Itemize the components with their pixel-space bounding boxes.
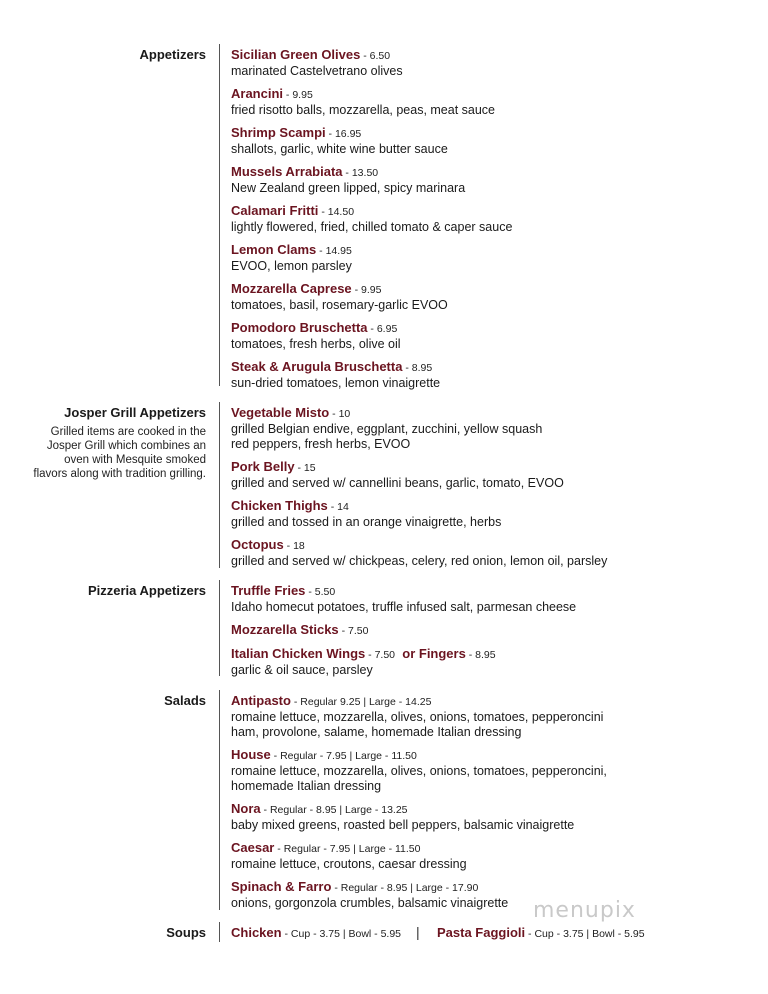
item-desc: grilled and tossed in an orange vinaigrette, herbs (231, 515, 502, 529)
menu-item (231, 646, 751, 678)
item-price: - 9.95 (283, 89, 313, 101)
menu-item (231, 320, 751, 352)
watermark-logo: menupix (533, 898, 636, 923)
item-desc: baby mixed greens, roasted bell peppers, balsamic vinaigrette (231, 818, 575, 832)
soups-separator: | (416, 924, 420, 940)
item-desc: lightly flowered, fried, chilled tomato & caper sauce (231, 220, 513, 234)
menu-item (231, 359, 751, 391)
item-price: - 10 (329, 408, 351, 420)
item-name: Octopus (231, 537, 284, 552)
item-price: - 16.95 (325, 128, 362, 140)
item-desc: Idaho homecut potatoes, truffle infused salt, parmesan cheese (231, 600, 577, 614)
item-desc: grilled Belgian endive, eggplant, zucchini, yellow squash (231, 422, 543, 436)
menu-item (231, 459, 751, 491)
menu-item (231, 203, 751, 235)
item-desc: ham, provolone, salame, homemade Italian dressing (231, 725, 522, 739)
item-name: Vegetable Misto (231, 405, 330, 420)
item-name: Caesar (231, 840, 275, 855)
section-title-pizzeria: Pizzeria Appetizers (87, 583, 206, 598)
menu-item (231, 242, 751, 274)
item-name: Pork Belly (231, 459, 295, 474)
item-desc: shallots, garlic, white wine butter sauce (231, 142, 448, 156)
desc-line: oven with Mesquite smoked (64, 454, 206, 466)
item-name: Italian Chicken Wings (231, 646, 366, 661)
section-title-salads: Salads (164, 693, 206, 708)
menu-item (231, 747, 751, 794)
item-desc: onions, gorgonzola crumbles, balsamic vinaigrette (231, 896, 509, 910)
menu-item (231, 801, 751, 833)
item-price: - 13.50 (342, 167, 379, 179)
item-price: - 5.50 (305, 586, 336, 598)
item-desc: EVOO, lemon parsley (231, 259, 352, 273)
item-price: - Regular - 7.95 | Large - 11.50 (274, 843, 421, 855)
menu-item (231, 281, 751, 313)
item-price: - Cup - 3.75 | Bowl - 5.95 (281, 928, 402, 940)
item-price: - 7.50 (365, 649, 396, 661)
menu-item (231, 86, 751, 118)
item-price: - 15 (294, 462, 316, 474)
item-desc: romaine lettuce, croutons, caesar dressing (231, 857, 467, 871)
item-price: - 8.95 (402, 362, 433, 374)
item-name: Truffle Fries (231, 583, 306, 598)
item-name: Mozzarella Caprese (231, 281, 352, 296)
item-desc: homemade Italian dressing (231, 779, 382, 793)
item-name: Mozzarella Sticks (231, 622, 339, 637)
item-price: - Cup - 3.75 | Bowl - 5.95 (525, 928, 645, 940)
josper-divider (219, 402, 220, 568)
item-name: Shrimp Scampi (231, 125, 326, 140)
item-name: Nora (231, 801, 261, 816)
item-price: - 6.95 (367, 323, 398, 335)
item-name: Sicilian Green Olives (231, 47, 361, 62)
item-price: - Regular - 8.95 | Large - 13.25 (260, 804, 408, 816)
item-name: Arancini (231, 86, 284, 101)
section-title-soups: Soups (166, 925, 206, 940)
item-name: Steak & Arugula Bruschetta (231, 359, 403, 374)
item-name: Pasta Faggioli (437, 925, 526, 940)
menu-item (231, 125, 751, 157)
item-desc: fried risotto balls, mozzarella, peas, meat sauce (231, 103, 496, 117)
item-name-alt: or Fingers (402, 646, 466, 661)
item-name: Mussels Arrabiata (231, 164, 343, 179)
menu-item (231, 840, 751, 872)
desc-line: flavors along with tradition grilling. (33, 468, 206, 480)
item-name: Lemon Clams (231, 242, 317, 257)
item-price-alt: - 8.95 (465, 649, 496, 661)
item-desc: tomatoes, basil, rosemary-garlic EVOO (231, 298, 448, 312)
desc-line: Grilled items are cooked in the (50, 426, 206, 438)
salads-divider (219, 690, 220, 910)
item-name: Chicken (231, 925, 282, 940)
item-price: - Regular 9.25 | Large - 14.25 (290, 696, 432, 708)
section-desc-josper (16, 425, 206, 481)
desc-line: Josper Grill which combines an (46, 440, 206, 452)
section-title-josper: Josper Grill Appetizers (64, 405, 206, 420)
item-desc: tomatoes, fresh herbs, olive oil (231, 337, 401, 351)
menu-item (231, 583, 751, 615)
menu-item (231, 622, 751, 639)
soups-divider (219, 922, 220, 942)
item-price: - Regular - 8.95 | Large - 17.90 (331, 882, 479, 894)
item-name: Chicken Thighs (231, 498, 328, 513)
item-name: Pomodoro Bruschetta (231, 320, 368, 335)
item-price: - 6.50 (360, 50, 391, 62)
item-desc: grilled and served w/ chickpeas, celery, red onion, lemon oil, parsley (231, 554, 608, 568)
menu-item (231, 47, 751, 79)
item-name: Calamari Fritti (231, 203, 319, 218)
item-price: - 18 (283, 540, 305, 552)
item-desc: grilled and served w/ cannellini beans, garlic, tomato, EVOO (231, 476, 564, 490)
item-price: - Regular - 7.95 | Large - 11.50 (270, 750, 417, 762)
menu-item (231, 164, 751, 196)
item-desc: romaine lettuce, mozzarella, olives, onions, tomatoes, pepperoncini (231, 710, 604, 724)
item-desc: romaine lettuce, mozzarella, olives, onions, tomatoes, pepperoncini, (231, 764, 607, 778)
appetizers-divider (219, 44, 220, 386)
item-desc: marinated Castelvetrano olives (231, 64, 403, 78)
item-desc: New Zealand green lipped, spicy marinara (231, 181, 466, 195)
menu-item (437, 925, 757, 942)
menu-item (231, 537, 751, 569)
menu-item (231, 879, 751, 911)
item-price: - 14.95 (316, 245, 352, 257)
item-desc: garlic & oil sauce, parsley (231, 663, 373, 677)
item-name: Antipasto (231, 693, 291, 708)
menu-item (231, 693, 751, 740)
item-name: House (231, 747, 271, 762)
item-desc: red peppers, fresh herbs, EVOO (231, 437, 411, 451)
item-desc: sun-dried tomatoes, lemon vinaigrette (231, 376, 441, 390)
item-price: - 7.50 (338, 625, 369, 637)
menu-item (231, 405, 751, 452)
item-price: - 14 (327, 501, 349, 513)
item-price: - 9.95 (351, 284, 382, 296)
menu-item (231, 498, 751, 530)
section-title-appetizers: Appetizers (139, 47, 206, 62)
item-price: - 14.50 (318, 206, 355, 218)
pizzeria-divider (219, 580, 220, 676)
item-name: Spinach & Farro (231, 879, 332, 894)
